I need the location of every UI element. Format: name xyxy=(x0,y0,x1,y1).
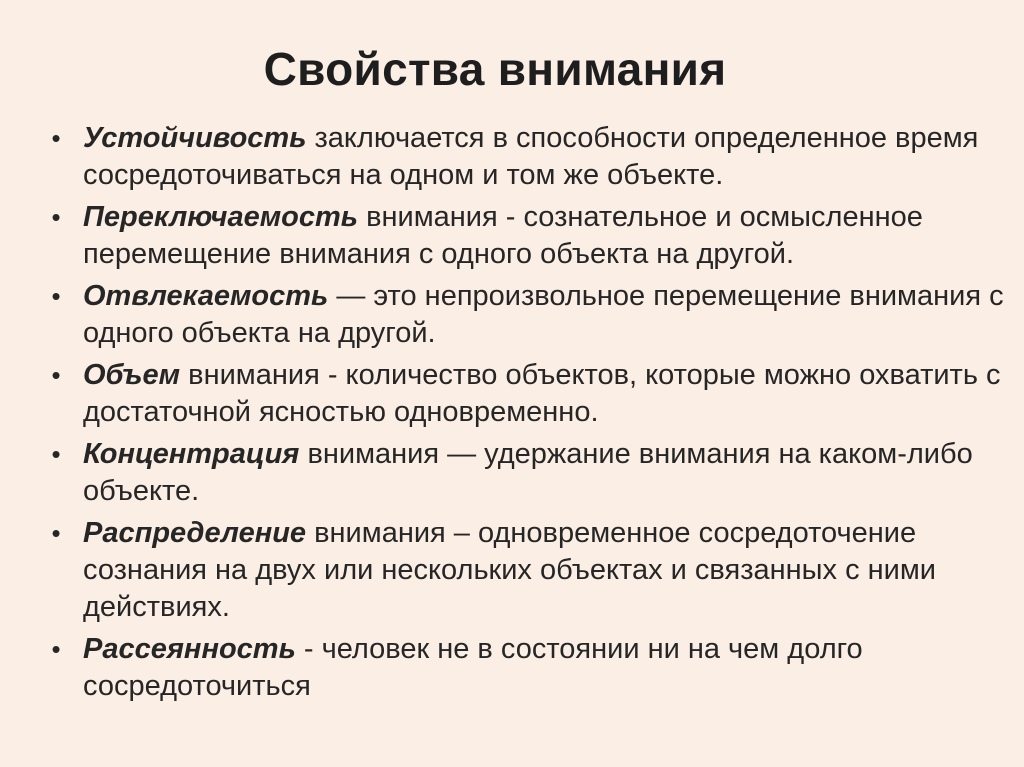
term-label: Переключаемость xyxy=(83,201,359,233)
term-description: - человек не в состоянии ни на чем долго сосредоточиться xyxy=(83,633,863,702)
term-label: Отвлекаемость xyxy=(83,280,329,312)
term-label: Устойчивость xyxy=(83,122,307,154)
term-description: внимания - сознательное и осмысленное перемещение внимания с одного объекта на другой. xyxy=(83,201,923,270)
list-item xyxy=(46,631,1006,705)
term-description: внимания - количество объектов, которые можно охватить с достаточной ясностью одновременно. xyxy=(83,359,1001,428)
bullet-icon: • xyxy=(51,123,61,153)
list-item xyxy=(46,515,1006,626)
bullet-icon: • xyxy=(51,202,61,232)
bullet-icon: • xyxy=(51,518,61,548)
properties-list xyxy=(46,120,1006,710)
list-item xyxy=(46,199,1006,273)
term-description: внимания – одновременное сосредоточение сознания на двух или нескольких объектах и связанных с ними действиях. xyxy=(83,517,936,623)
list-item xyxy=(46,436,1006,510)
term-label: Рассеянность xyxy=(83,633,296,665)
list-item xyxy=(46,357,1006,431)
term-label: Объем xyxy=(83,359,181,391)
bullet-icon: • xyxy=(51,360,61,390)
list-item xyxy=(46,278,1006,352)
term-description: — это непроизвольное перемещение внимания с одного объекта на другой. xyxy=(83,280,1004,349)
page-title: Свойства внимания xyxy=(263,43,727,95)
term-description: заключается в способности определенное время сосредоточиваться на одном и том же объекте. xyxy=(83,122,979,191)
term-label: Концентрация xyxy=(83,438,300,470)
term-label: Распределение xyxy=(83,517,307,549)
bullet-icon: • xyxy=(51,281,61,311)
term-description: внимания — удержание внимания на каком-либо объекте. xyxy=(83,438,973,507)
bullet-icon: • xyxy=(51,439,61,469)
bullet-icon: • xyxy=(51,634,61,664)
list-item xyxy=(46,120,1006,194)
